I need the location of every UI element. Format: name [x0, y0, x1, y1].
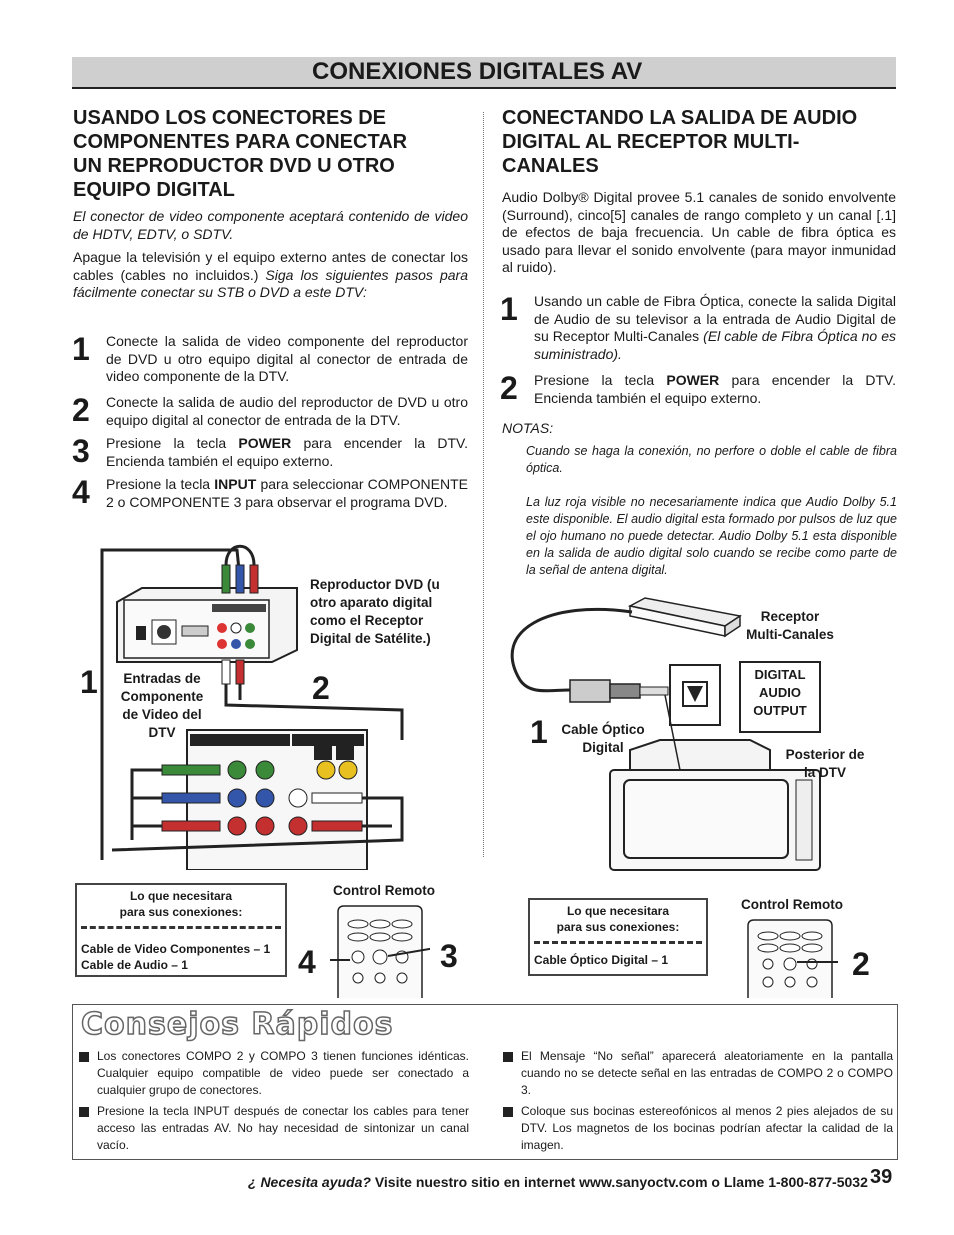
step-number: 3: [72, 433, 90, 469]
step-text: Conecte la salida de audio del reproductor de DVD u otro equipo digital al conector de entrada de la DTV.: [106, 394, 468, 428]
right-heading-line: CANALES: [502, 155, 599, 177]
step-text: Presione la tecla POWER para encender la DTV. Encienda también el equipo externo.: [534, 372, 896, 406]
receiver-illustration: [630, 598, 740, 636]
callout-4: 4: [298, 944, 316, 980]
step-text: Presione la tecla POWER para encender la DTV. Encienda también el equipo externo.: [106, 435, 468, 469]
callout-3: 3: [440, 938, 458, 974]
dtv-rear-label: Posterior de la DTV: [785, 747, 865, 780]
digital-audio-output-label: DIGITAL AUDIO OUTPUT: [753, 667, 807, 718]
tip-3: El Mensaje “No señal” aparecerá aleatoriamente en la pantalla cuando no se detecte señal en las entradas de COMPO 2 o COMPO 3.: [521, 1049, 893, 1097]
bullet-icon: [79, 1052, 89, 1062]
tip-1: Los conectores COMPO 2 y COMPO 3 tienen funciones idénticas. Cualquier equipo compatible de video puede ser conectado a cualquier grupo de conectores.: [97, 1049, 469, 1097]
left-heading-line: COMPONENTES PARA CONECTAR: [73, 131, 408, 153]
dtv-inputs-label: Entradas de Componente de Video del DTV: [120, 671, 204, 740]
page-number: 39: [870, 1166, 893, 1188]
dvd-player-illustration: [117, 588, 297, 662]
page-title: CONEXIONES DIGITALES AV: [312, 58, 643, 85]
right-callout-1: 1: [530, 714, 548, 750]
step-number: 2: [72, 392, 90, 428]
help-footer: ¿ Necesita ayuda? Visite nuestro sitio en internet www.sanyoctv.com o Llame 1-800-877-5032: [248, 1174, 868, 1190]
step-text: Conecte la salida de video componente del reproductor de DVD u otro equipo digital al conector de entrada de video componente de la DTV.: [106, 333, 468, 384]
section-banner: [72, 57, 896, 89]
right-heading: [502, 106, 902, 178]
right-heading-line: DIGITAL AL RECEPTOR MULTI-: [502, 131, 800, 153]
tip-2: Presione la tecla INPUT después de conectar los cables para tener acceso las entradas AV. No hay necesidad de sintonizar un canal vacío.: [97, 1104, 469, 1152]
bullet-icon: [503, 1052, 513, 1062]
note-1: Cuando se haga la conexión, no perfore o doble el cable de fibra óptica.: [526, 444, 897, 475]
left-intro: El conector de video componente aceptará contenido de video de HDTV, EDTV, o SDTV.: [73, 208, 468, 242]
note-2: La luz roja visible no necesariamente indica que Audio Dolby 5.1 este disponible. El audio digital esta formado por pulsos de luz que el ojo humano no puede detectar. Audio Dolby 5.1 esta disponible en la salida de audio digital solo cuando se recibe como parte de la señal de antena digital.: [526, 495, 897, 577]
left-paragraph: [73, 249, 468, 302]
left-heading-line: EQUIPO DIGITAL: [73, 179, 235, 201]
bullet-icon: [503, 1107, 513, 1117]
dvd-player-label: Reproductor DVD (u otro aparato digital como el Receptor Digital de Satélite.): [310, 577, 440, 646]
step-number: 1: [72, 331, 90, 367]
bullet-icon: [79, 1107, 89, 1117]
callout-1: 1: [80, 664, 98, 700]
step-text: Usando un cable de Fibra Óptica, conecte la salida Digital de Audio de su televisor a la entrada de Audio Digital de su Receptor Multi-Canales (El cable de Fibra Óptica no es suministrado).: [534, 293, 896, 362]
left-remote-label: Control Remoto: [333, 883, 435, 898]
right-requirements-box: Lo que necesitara para sus conexiones: Cable Óptico Digital – 1: [528, 898, 708, 976]
left-heading-line: UN REPRODUCTOR DVD U OTRO: [73, 155, 395, 177]
left-requirements-box: Lo que necesitara para sus conexiones: Cable de Video Componentes – 1 Cable de Audio – 1: [75, 883, 287, 977]
right-remote-illustration: [742, 916, 838, 998]
column-divider: [483, 112, 484, 857]
left-heading: [73, 106, 473, 202]
right-intro: Audio Dolby® Digital provee 5.1 canales de sonido envolvente (Surround), cinco[5] canales de rango completo y un canal [.1] de efectos de baja frecuencia. Un cable de fibra óptica es usado para llevar el sonido envolvente (para mayor inmunidad al ruido).: [502, 189, 896, 275]
right-remote-label: Control Remoto: [741, 897, 843, 912]
left-paragraph-plain: Apague la televisión y el equipo externo antes de conectar los cables (cables no incluidos.): [73, 249, 468, 283]
receiver-label: Receptor Multi-Canales: [746, 609, 834, 642]
step-number: 2: [500, 370, 518, 406]
left-heading-line: USANDO LOS CONECTORES DE: [73, 107, 386, 129]
right-callout-2: 2: [852, 946, 870, 982]
tips-box: [72, 1004, 898, 1160]
left-paragraph-italic: Siga los siguientes pasos para fácilmente conectar su STB o DVD a este DTV:: [73, 266, 468, 300]
optical-cable-label: Cable Óptico Digital: [561, 722, 645, 755]
step-number: 4: [72, 474, 90, 510]
tips-title: Consejos Rápidos: [81, 1007, 394, 1042]
notes-label: NOTAS:: [502, 420, 554, 436]
step-number: 1: [500, 291, 518, 327]
tip-4: Coloque sus bocinas estereofónicos al menos 2 pies alejados de su DTV. Los magnetos de los bocinas podrían afectar la calidad de la imagen.: [521, 1104, 893, 1152]
right-heading-line: CONECTANDO LA SALIDA DE AUDIO: [502, 107, 858, 129]
left-remote-illustration: [330, 902, 430, 998]
step-text: Presione la tecla INPUT para seleccionar COMPONENTE 2 o COMPONENTE 3 para observar el programa DVD.: [106, 476, 468, 510]
callout-2: 2: [312, 670, 330, 706]
